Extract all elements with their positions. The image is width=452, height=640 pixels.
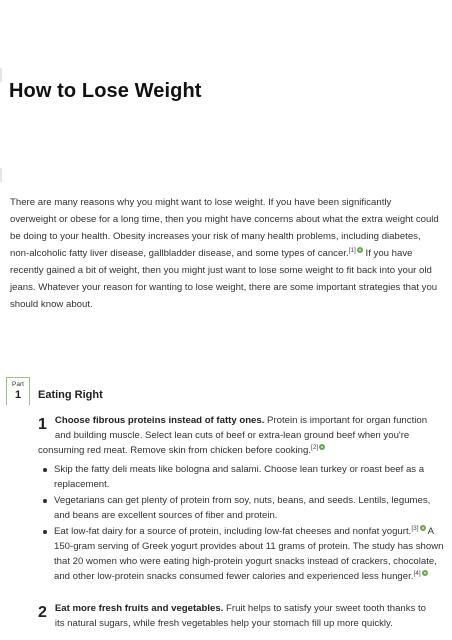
- bullet-text: Skip the fatty deli meats like bologna and salami. Choose lean turkey or roast beef as a replacement.: [54, 464, 425, 490]
- page-title: How to Lose Weight: [9, 80, 202, 102]
- part-number: 1: [14, 389, 22, 401]
- section-title: Eating Right: [38, 389, 103, 401]
- part-label: Part: [12, 381, 24, 388]
- list-item: [54, 462, 446, 492]
- step-1-bullet-list: [40, 462, 446, 585]
- reference-link[interactable]: [2]: [311, 443, 319, 451]
- part-badge: [6, 377, 30, 405]
- step-text: Protein is important for organ function and building muscle. Select lean cuts of beef or extra-lean ground beef when you're consuming red meat. Remove skin from chicken before cooking.: [38, 415, 428, 456]
- bullet-text: Vegetarians can get plenty of protein from soy, nuts, beans, and seeds. Lentils, legumes, and beans are excellent sources of fiber and protein.: [54, 495, 431, 521]
- bullet-text: Eat low-fat dairy for a source of protein, including low-fat cheeses and nonfat yogurt.: [54, 526, 412, 537]
- verified-check-icon: [420, 525, 426, 531]
- step-number: 2: [38, 604, 47, 621]
- reference-link[interactable]: [1]: [348, 246, 356, 254]
- verified-check-icon: [319, 444, 325, 450]
- bullet-text: A 150-gram serving of Greek yogurt provides about 11 grams of protein. The study has shown that 20 women who were eating high-protein yogurt snacks instead of crackers, chocolate, and other low-protein snacks consumed fewer calories and experienced less hunger.: [54, 526, 444, 582]
- intro-text-2: If you have recently gained a bit of weight, then you might just want to lose some weight to fit back into your old jeans. Whatever your reason for wanting to lose weight, there are some important strategies that you should know about.: [10, 248, 438, 310]
- intro-text-1: There are many reasons why you might want to lose weight. If you have been significantly overweight or obese for a long time, then you might have concerns about what the extra weight could be doing to your health. Obesity increases your risk of many health problems, including diabetes, non-alcoholic fatty liver disease, gallbladder disease, and some types of cancer.: [10, 197, 439, 259]
- reference-link[interactable]: [3]: [411, 524, 419, 532]
- step-number: 1: [38, 416, 47, 433]
- left-edge-mark-bottom: [0, 168, 2, 182]
- intro-paragraph: [10, 194, 440, 313]
- step-lead: Eat more fresh fruits and vegetables.: [54, 603, 224, 614]
- list-item: [54, 493, 446, 523]
- left-edge-mark-top: [0, 68, 2, 82]
- step-lead: Choose fibrous proteins instead of fatty ones.: [54, 415, 265, 426]
- step-2: [38, 601, 438, 631]
- verified-check-icon: [422, 570, 428, 576]
- step-text: Fruit helps to satisfy your sweet tooth thanks to its natural sugars, while fresh vegetables help your stomach fill up more quickly.: [54, 603, 427, 629]
- verified-check-icon: [357, 247, 363, 253]
- list-item: [54, 524, 446, 584]
- reference-link[interactable]: [4]: [413, 569, 421, 577]
- step-1: [38, 413, 438, 458]
